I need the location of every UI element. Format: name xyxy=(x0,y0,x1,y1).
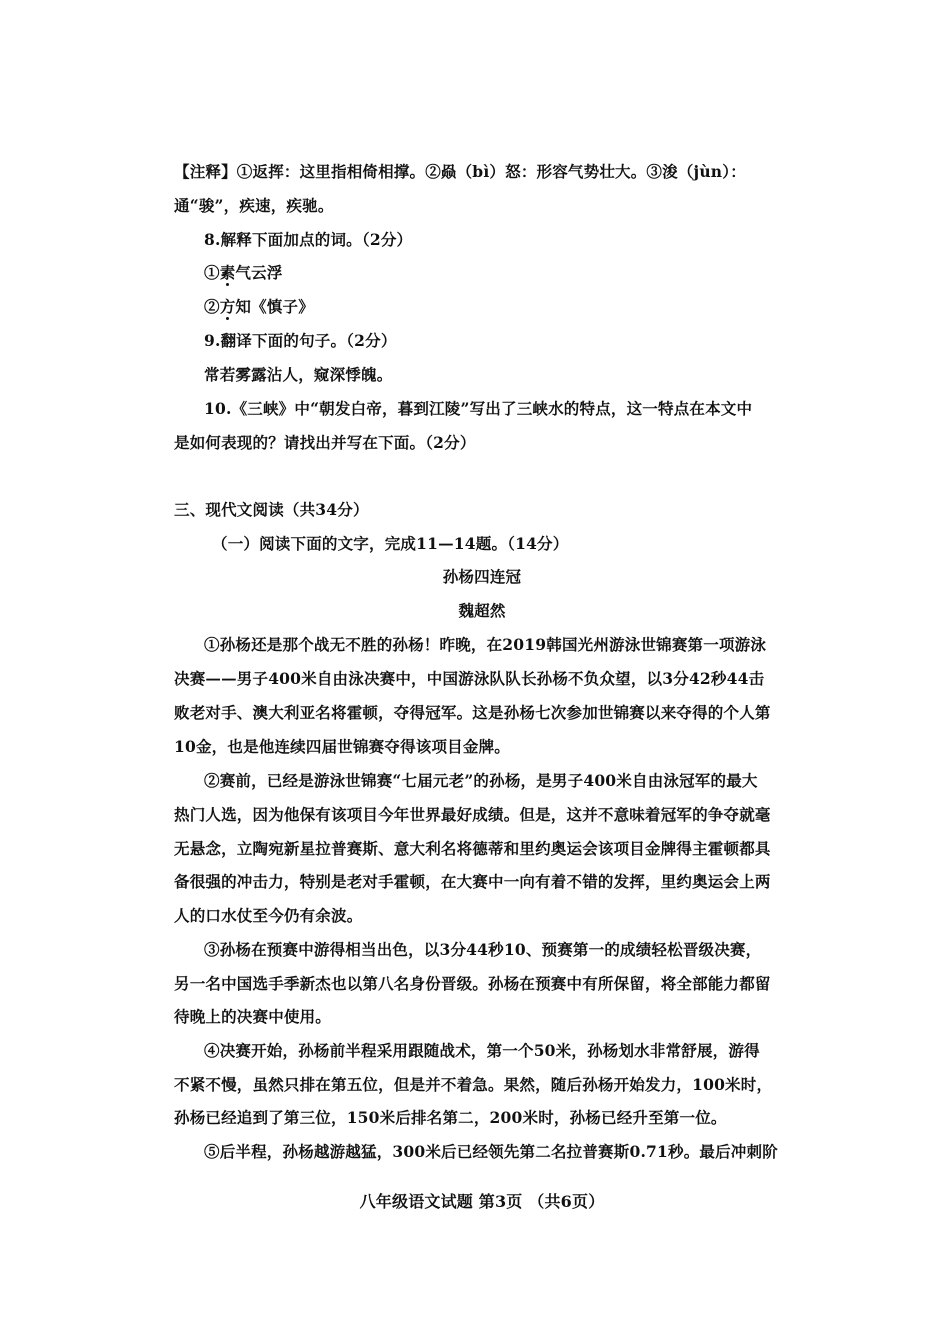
question-10-line-1: 10.《三峡》中“朝发白帝，暮到江陵”写出了三峡水的特点，这一特点在本文中 xyxy=(204,399,753,418)
article-line: ③孙杨在预赛中游得相当出色，以3分44秒10、预赛第一的成绩轻松晋级决赛， xyxy=(204,940,762,959)
dotted-word: 方 xyxy=(219,297,236,316)
article-line: 热门人选，因为他保有该项目今年世界最好成绩。但是，这并不意味着冠军的争夺就毫 xyxy=(174,805,771,824)
page-footer: 八年级语文试题 第3页 （共6页） xyxy=(359,1192,605,1211)
article-line: 10金，也是他连续四届世锦赛夺得该项目金牌。 xyxy=(174,737,510,756)
question-8-item-2: ②方知《慎子》 xyxy=(204,297,314,316)
question-9-stem: 9.翻译下面的句子。（2分） xyxy=(204,331,397,350)
article-line: ②赛前，已经是游泳世锦赛“七届元老”的孙杨，是男子400米自由泳冠军的最大 xyxy=(204,771,758,790)
article-author: 魏超然 xyxy=(458,601,506,620)
article-line: ⑤后半程，孙杨越游越猛，300米后已经领先第二名拉普赛斯0.71秒。最后冲刺阶 xyxy=(204,1142,778,1161)
section-heading: 三、现代文阅读（共34分） xyxy=(174,500,369,519)
article-line: ①孙杨还是那个战无不胜的孙杨！昨晚，在2019韩国光州游泳世锦赛第一项游泳 xyxy=(204,635,767,654)
article-title: 孙杨四连冠 xyxy=(442,567,522,586)
question-8-stem: 8.解释下面加点的词。（2分） xyxy=(204,230,413,249)
section-subheading: （一）阅读下面的文字，完成11—14题。（14分） xyxy=(212,534,569,553)
article-line: 决赛——男子400米自由泳决赛中，中国游泳队队长孙杨不负众望，以3分42秒44击 xyxy=(174,669,765,688)
question-8-item-1: ①素气云浮 xyxy=(204,263,283,282)
dotted-word: 素 xyxy=(219,263,236,282)
article-line: 不紧不慢，虽然只排在第五位，但是并不着急。果然，随后孙杨开始发力，100米时， xyxy=(174,1075,773,1094)
article-line: 孙杨已经追到了第三位，150米后排名第二，200米时，孙杨已经升至第一位。 xyxy=(174,1108,727,1127)
annotation-line-1: 【注释】①返挥：这里指相倚相撑。②赑（bì）怒：形容气势壮大。③浚（jùn）： xyxy=(174,162,746,181)
article-line: 无悬念，立陶宛新星拉普赛斯、意大利名将德蒂和里约奥运会该项目金牌得主霍顿都具 xyxy=(174,839,771,858)
question-10-line-2: 是如何表现的？请找出并写在下面。（2分） xyxy=(174,433,476,452)
annotation-line-2: 通“骏”，疾速，疾驰。 xyxy=(174,196,334,215)
article-line: 备很强的冲击力，特别是老对手霍顿，在大赛中一向有着不错的发挥，里约奥运会上两 xyxy=(174,872,771,891)
article-line: 人的口水仗至今仍有余波。 xyxy=(174,906,363,925)
article-line: 另一名中国选手季新杰也以第八名身份晋级。孙杨在预赛中有所保留，将全部能力都留 xyxy=(174,974,771,993)
article-line: 待晚上的决赛中使用。 xyxy=(174,1007,332,1026)
article-line: ④决赛开始，孙杨前半程采用跟随战术，第一个50米，孙杨划水非常舒展，游得 xyxy=(204,1041,760,1060)
question-9-sentence: 常若雾露沾人，窥深悸魄。 xyxy=(204,365,393,384)
article-line: 败老对手、澳大利亚名将霍顿，夺得冠军。这是孙杨七次参加世锦赛以来夺得的个人第 xyxy=(174,703,771,722)
